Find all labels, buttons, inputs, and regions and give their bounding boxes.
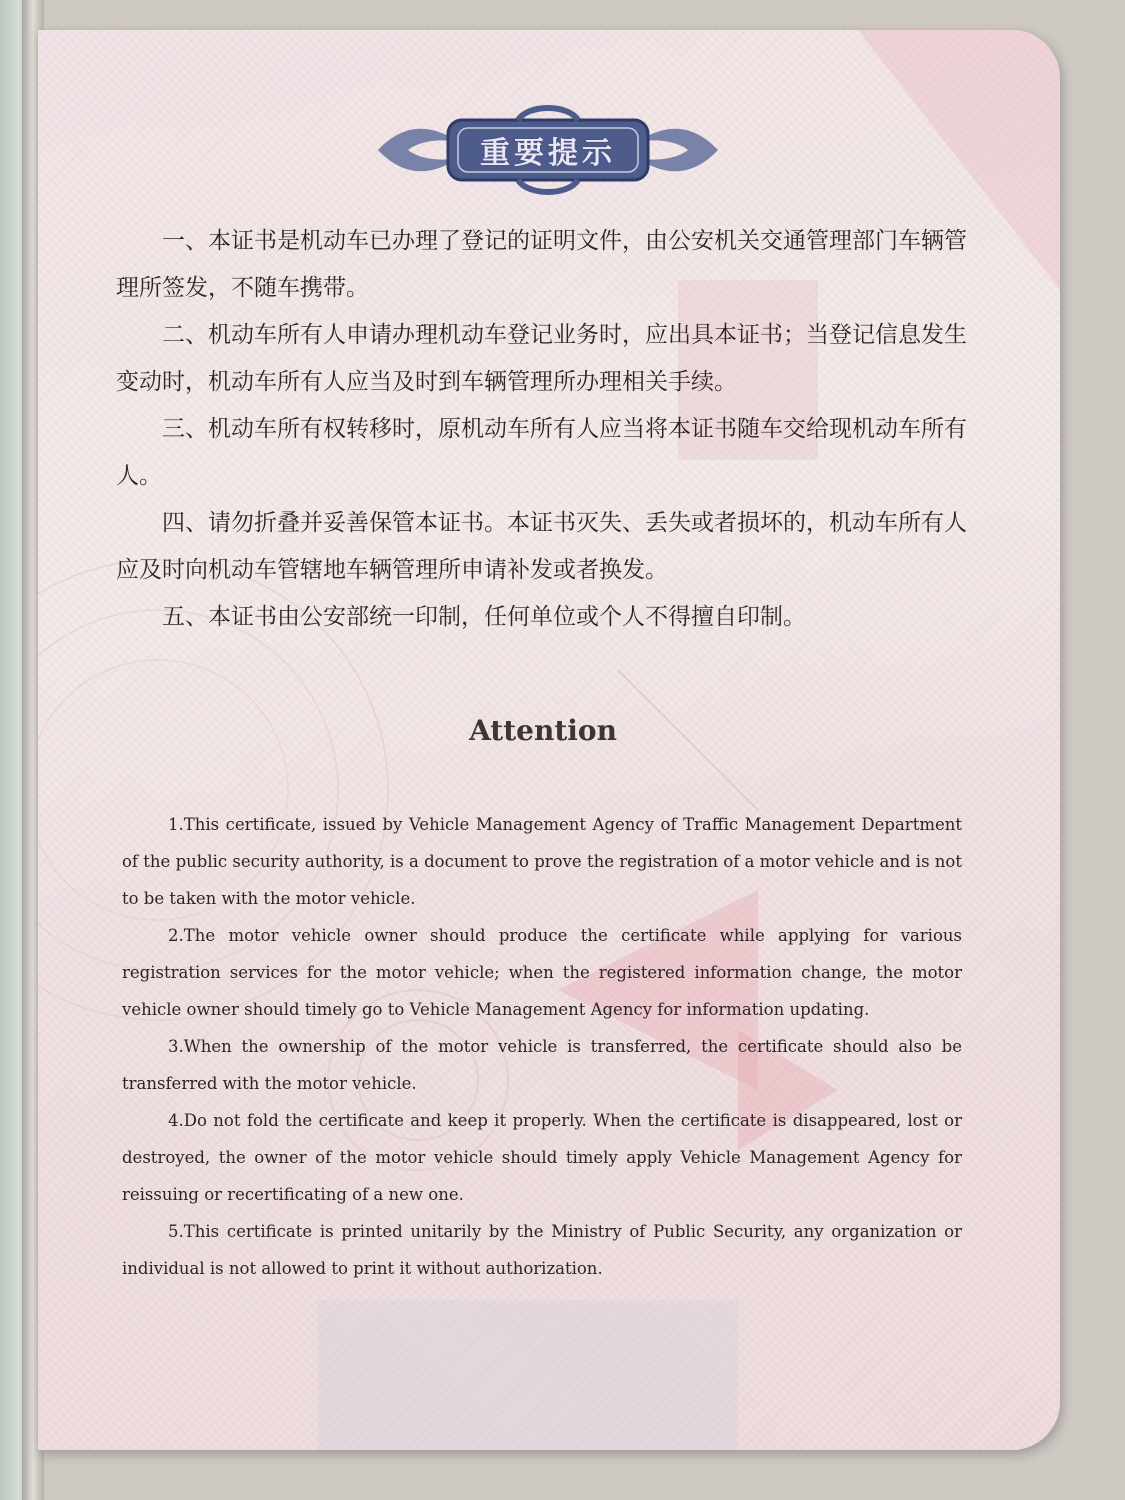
english-notice-item: 5.This certificate is printed unitarily by the Ministry of Public Security, any organization or individual is not allowed to print it without authorization.	[122, 1222, 962, 1278]
english-notice-item: 3.When the ownership of the motor vehicle is transferred, the certificate should also be transferred with the motor vehicle.	[122, 1037, 962, 1093]
chinese-notices	[116, 218, 976, 641]
chinese-notice-item: 一、本证书是机动车已办理了登记的证明文件，由公安机关交通管理部门车辆管理所签发，不随车携带。	[116, 228, 967, 301]
chinese-notice-item: 二、机动车所有人申请办理机动车登记业务时，应出具本证书；当登记信息发生变动时，机动车所有人应当及时到车辆管理所办理相关手续。	[116, 322, 967, 395]
chinese-notice-item: 五、本证书由公安部统一印制，任何单位或个人不得擅自印制。	[162, 604, 806, 630]
chinese-notice-item: 三、机动车所有权转移时，原机动车所有人应当将本证书随车交给现机动车所有人。	[116, 416, 967, 489]
english-notice-item: 4.Do not fold the certificate and keep it properly. When the certificate is disappeared, lost or destroyed, the owner of the motor vehicle should timely apply Vehicle Management Agency for reissuing or recertificating of a new one.	[122, 1111, 962, 1204]
attention-heading: Attention	[469, 714, 617, 747]
certificate-page	[38, 30, 1060, 1450]
english-notices	[122, 806, 962, 1287]
english-notice-item: 1.This certificate, issued by Vehicle Management Agency of Traffic Management Department of the public security authority, is a document to prove the registration of a motor vehicle and is not to be taken with the motor vehicle.	[122, 815, 962, 908]
english-notice-item: 2.The motor vehicle owner should produce the certificate while applying for various registration services for the motor vehicle; when the registered information change, the motor vehicle owner should timely go to Vehicle Management Agency for information updating.	[122, 926, 962, 1019]
page-title: 重要提示	[480, 136, 616, 171]
chinese-notice-item: 四、请勿折叠并妥善保管本证书。本证书灭失、丢失或者损坏的，机动车所有人应及时向机动车管辖地车辆管理所申请补发或者换发。	[116, 510, 967, 583]
